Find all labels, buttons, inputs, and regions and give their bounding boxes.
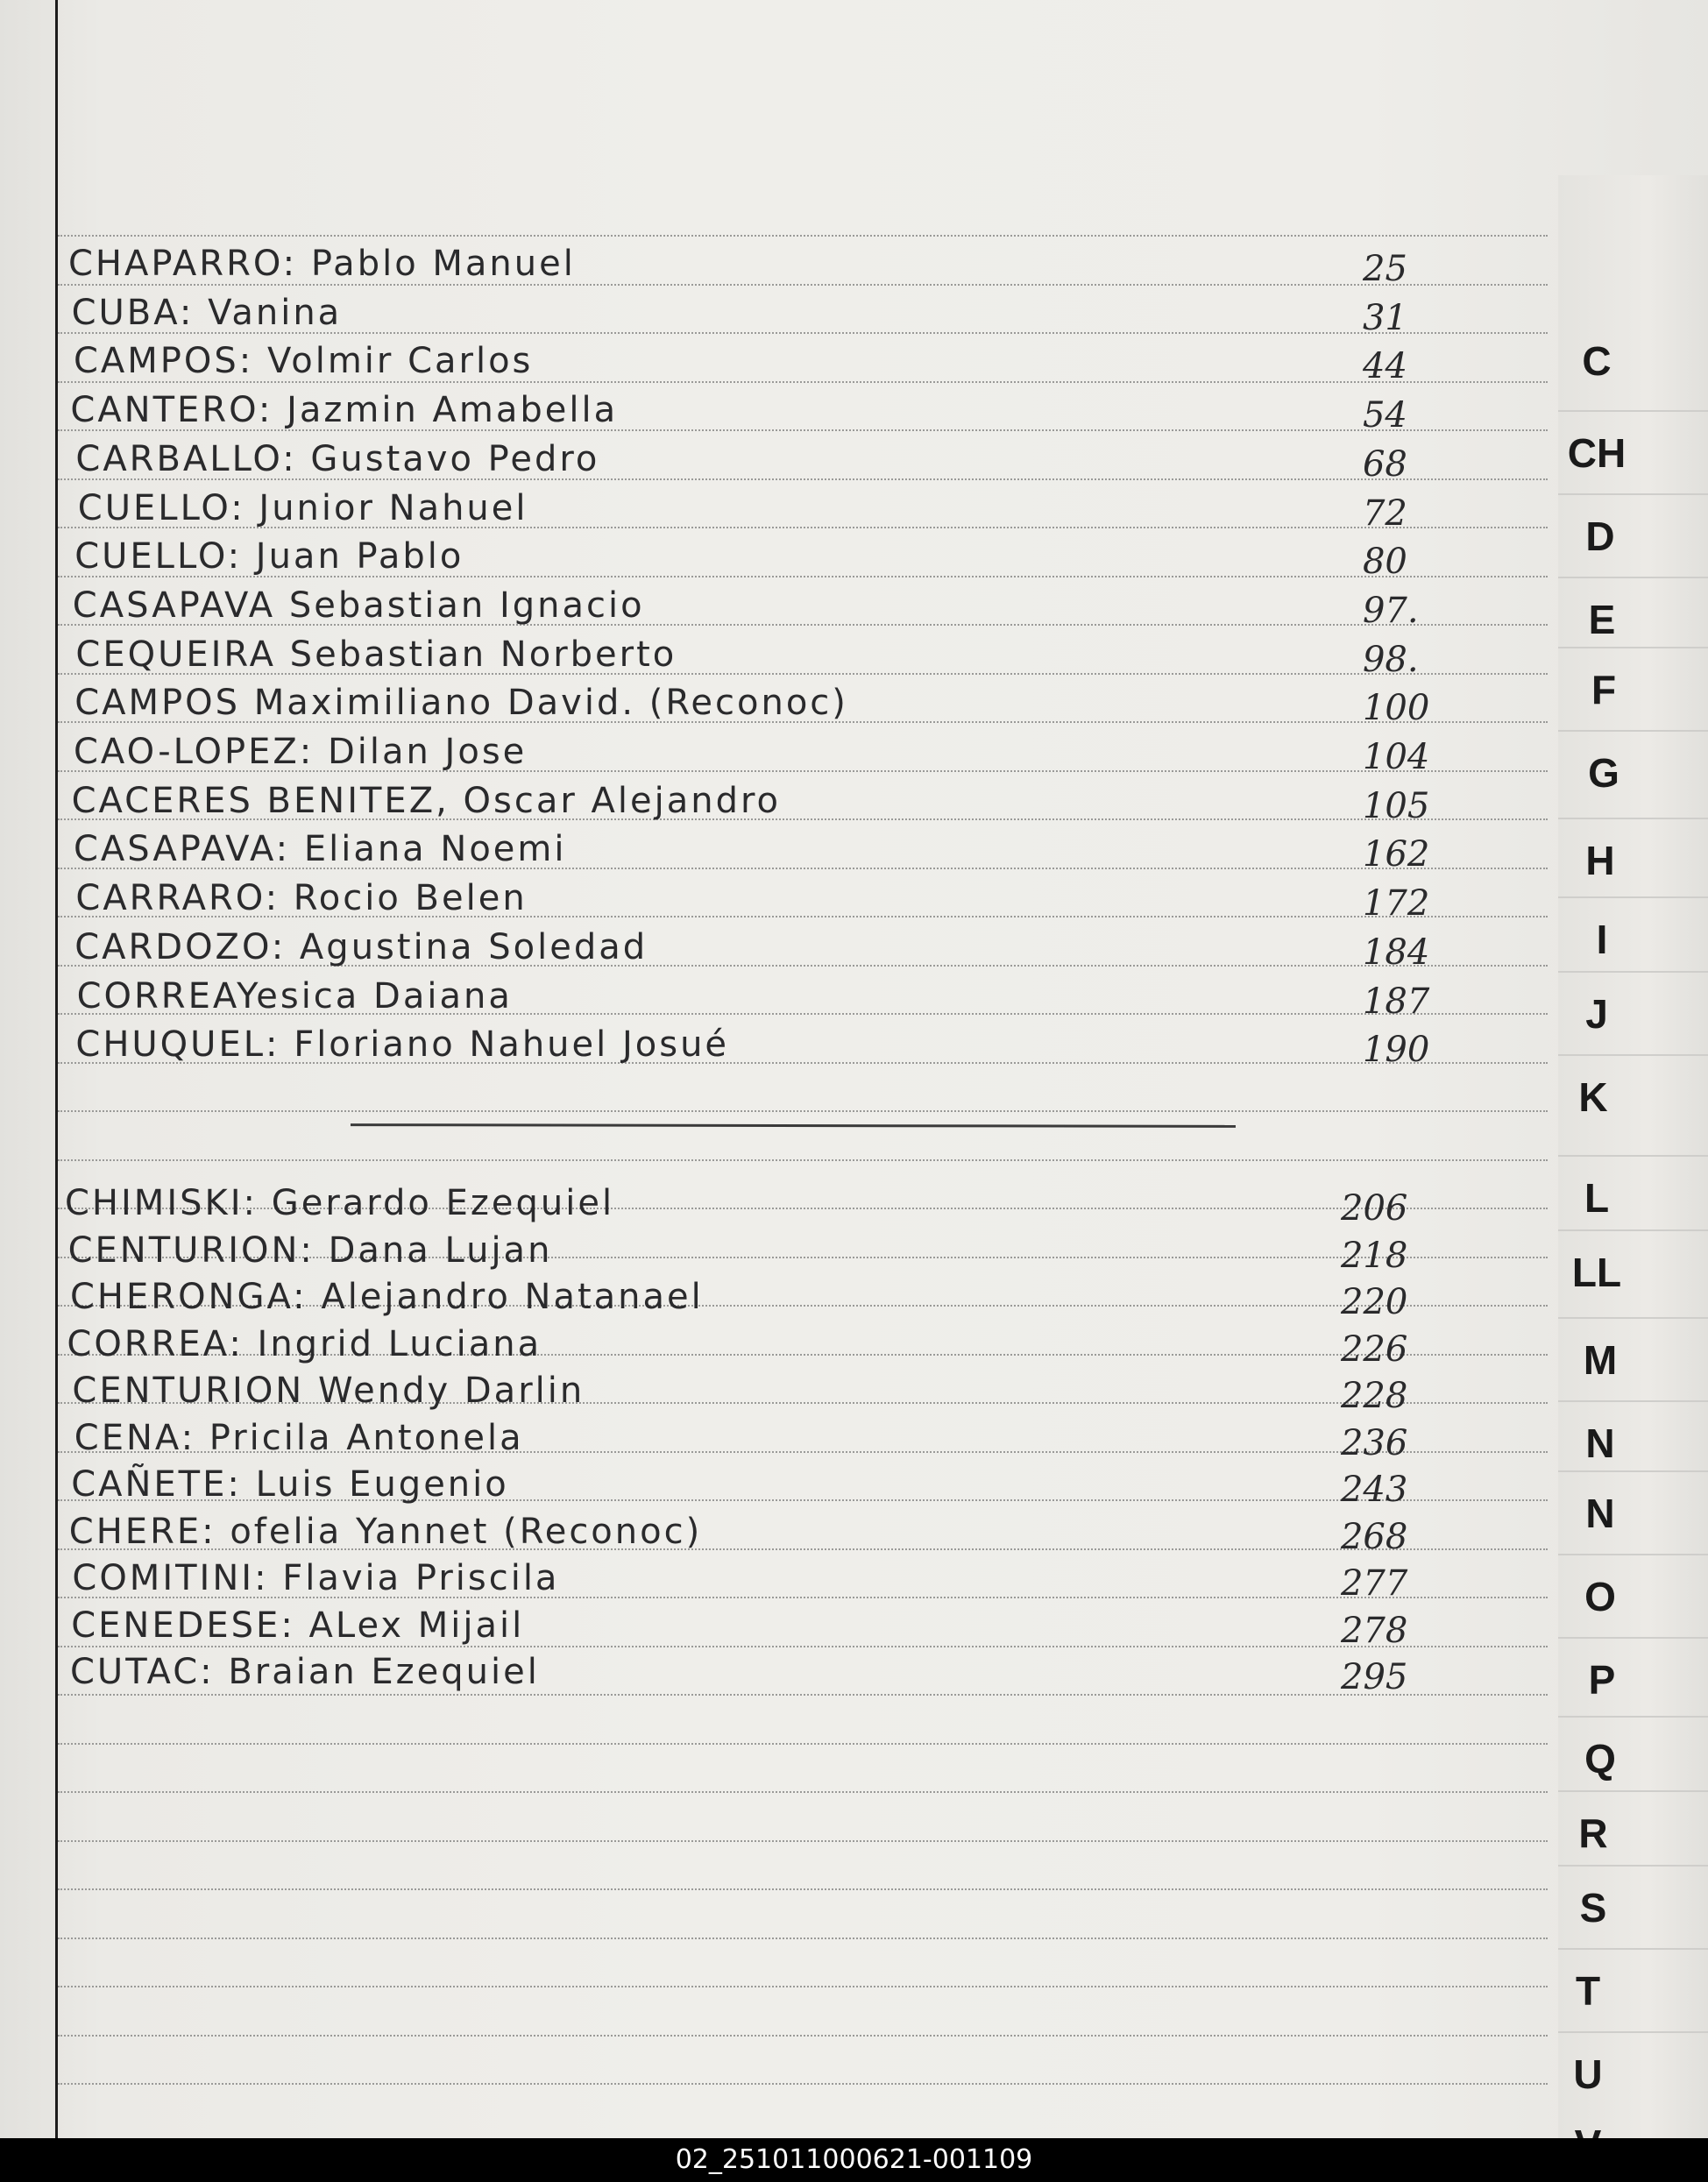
ruled-line	[58, 235, 1548, 237]
entry-name: CASAPAVA Sebastian Ignacio	[72, 584, 645, 626]
tab-divider	[1558, 818, 1708, 819]
entry-name: CORREAYesica Daiana	[76, 975, 513, 1017]
tab-divider	[1558, 647, 1708, 648]
entry-name: CENEDESE: ALex Mijail	[71, 1605, 525, 1646]
entry-number: 172	[1362, 883, 1430, 925]
scan-footer	[0, 2138, 1708, 2182]
ruled-line	[58, 1743, 1548, 1745]
tab-divider	[1558, 1155, 1708, 1157]
entry-number: 98.	[1362, 639, 1419, 680]
entry-name: CORREA: Ingrid Luciana	[67, 1323, 542, 1364]
entry-number: 268	[1340, 1516, 1408, 1557]
ruled-line	[58, 1110, 1548, 1112]
index-tab[interactable]: L	[1584, 1175, 1610, 1221]
tab-divider	[1558, 730, 1708, 732]
tab-divider	[1558, 577, 1708, 578]
entry-name: COMITINI: Flavia Priscila	[72, 1558, 560, 1598]
index-tab[interactable]: U	[1573, 2051, 1603, 2097]
tab-divider	[1558, 1229, 1708, 1231]
entry-number: 162	[1363, 834, 1430, 875]
entry-name: CENA: Pricila Antonela	[74, 1417, 524, 1458]
entry-number: 243	[1340, 1470, 1408, 1510]
entry-number: 226	[1340, 1328, 1408, 1370]
index-tab[interactable]: R	[1578, 1810, 1608, 1856]
tab-divider	[1558, 1637, 1708, 1639]
tab-divider	[1558, 1470, 1708, 1472]
entry-name: CAÑETE: Luis Eugenio	[71, 1464, 509, 1505]
index-tab[interactable]: O	[1584, 1574, 1616, 1619]
tab-divider	[1558, 1554, 1708, 1555]
ruled-line	[58, 1159, 1548, 1161]
entry-name: CASAPAVA: Eliana Noemi	[74, 829, 567, 870]
entry-name: CAMPOS Maximiliano David. (Reconoc)	[74, 683, 848, 724]
entry-name: CHAPARRO: Pablo Manuel	[68, 244, 576, 284]
entry-number: 278	[1340, 1610, 1408, 1651]
entry-name: CARRARO: Rocio Belen	[75, 878, 528, 919]
index-tab[interactable]: T	[1575, 1968, 1601, 2014]
entry-number: 295	[1341, 1657, 1408, 1697]
entry-number: 25	[1363, 249, 1407, 289]
tab-divider	[1558, 1054, 1708, 1056]
entry-number: 236	[1340, 1422, 1408, 1463]
index-tab[interactable]: I	[1596, 917, 1608, 962]
index-tab[interactable]: N	[1585, 1491, 1615, 1536]
entry-number: 97.	[1362, 590, 1419, 631]
ruled-line	[58, 2035, 1548, 2037]
entry-number: 105	[1362, 785, 1430, 826]
index-tab[interactable]: E	[1588, 597, 1616, 642]
entry-name: CENTURION: Dana Lujan	[67, 1229, 553, 1271]
entry-number: 184	[1362, 932, 1430, 973]
index-tab[interactable]: N	[1585, 1420, 1615, 1466]
tab-divider	[1558, 410, 1708, 412]
index-tab[interactable]: CH	[1567, 430, 1626, 476]
index-tab[interactable]: Q	[1584, 1736, 1616, 1782]
entry-name: CANTERO: Jazmin Amabella	[70, 390, 619, 431]
entry-number: 54	[1362, 395, 1407, 436]
entry-number: 277	[1340, 1563, 1408, 1604]
ruled-line	[58, 1694, 1548, 1696]
tab-divider	[1558, 1400, 1708, 1402]
entry-name: CHIMISKI: Gerardo Ezequiel	[65, 1183, 615, 1223]
ruled-line	[58, 1938, 1548, 1939]
tab-divider	[1558, 1790, 1708, 1792]
index-tab[interactable]: G	[1588, 750, 1619, 796]
tab-divider	[1558, 493, 1708, 495]
footer-id: 02_251011000621-001109	[675, 2144, 1033, 2175]
entry-number: 72	[1362, 492, 1407, 534]
entry-name: CAMPOS: Volmir Carlos	[74, 341, 534, 382]
ruled-line	[58, 1888, 1548, 1890]
entry-name: CUELLO: Junior Nahuel	[77, 487, 528, 528]
tab-divider	[1558, 971, 1708, 973]
tab-divider	[1558, 896, 1708, 898]
entry-number: 31	[1362, 297, 1407, 338]
index-tab[interactable]: K	[1578, 1074, 1608, 1120]
ruled-line	[58, 1986, 1548, 1987]
entry-name: CAO-LOPEZ: Dilan Jose	[74, 732, 528, 772]
entry-name: CUELLO: Juan Pablo	[74, 536, 464, 577]
entry-name: CHERE: ofelia Yannet (Reconoc)	[68, 1511, 703, 1552]
entry-number: 187	[1362, 981, 1430, 1022]
ruled-line	[58, 2083, 1548, 2085]
entry-number: 68	[1362, 443, 1407, 485]
entry-number: 218	[1340, 1235, 1408, 1276]
tab-divider	[1558, 2031, 1708, 2033]
entry-name: CUBA: Vanina	[71, 292, 343, 333]
index-tab[interactable]: C	[1582, 338, 1612, 384]
entry-name: CACERES BENITEZ, Oscar Alejandro	[71, 780, 782, 821]
entry-number: 190	[1362, 1030, 1430, 1071]
index-tab[interactable]: S	[1579, 1885, 1607, 1931]
index-tab[interactable]: F	[1591, 667, 1617, 712]
index-tab[interactable]: M	[1583, 1337, 1618, 1383]
tab-divider	[1558, 1865, 1708, 1867]
entry-name: CARDOZO: Agustina Soledad	[74, 926, 648, 967]
entry-name: CUTAC: Braian Ezequiel	[70, 1652, 540, 1692]
ruled-line	[58, 1791, 1548, 1793]
entry-number: 220	[1341, 1282, 1408, 1322]
index-tab[interactable]: J	[1585, 991, 1608, 1037]
entry-number: 206	[1341, 1188, 1408, 1229]
index-tab[interactable]: D	[1585, 514, 1615, 559]
entry-name: CHERONGA: Alejandro Natanael	[70, 1277, 704, 1317]
entry-number: 104	[1363, 737, 1430, 777]
entry-name: CEQUEIRA Sebastian Norberto	[75, 634, 677, 675]
entry-name: CHUQUEL: Floriano Nahuel Josué	[75, 1024, 730, 1066]
entry-number: 44	[1363, 346, 1407, 387]
entry-number: 100	[1362, 688, 1430, 729]
entry-name: CARBALLO: Gustavo Pedro	[75, 438, 600, 479]
tab-divider	[1558, 1948, 1708, 1950]
entry-number: 80	[1362, 542, 1407, 583]
index-tab[interactable]: P	[1588, 1657, 1616, 1703]
entry-number: 228	[1340, 1376, 1408, 1416]
tab-divider	[1558, 1317, 1708, 1319]
index-tab[interactable]: H	[1585, 838, 1615, 883]
entry-name: CENTURION Wendy Darlin	[72, 1371, 585, 1411]
ruled-line	[58, 1840, 1548, 1842]
ruled-line	[58, 1646, 1548, 1647]
tab-divider	[1558, 1716, 1708, 1718]
index-tab[interactable]: LL	[1571, 1250, 1622, 1295]
